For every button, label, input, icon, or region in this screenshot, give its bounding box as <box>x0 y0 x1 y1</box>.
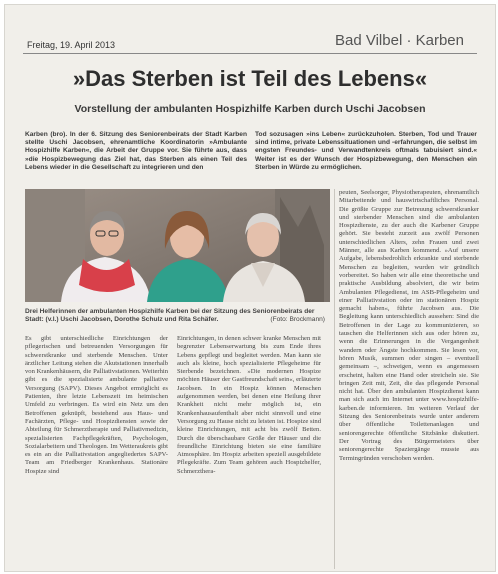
intro-paragraph-right: Tod sozusagen »ins Leben« zurückzuholen. Sterben, Tod und Trauer sind intime, private Lebenssituationen und -erfahrungen, die selbst im engsten Freundes- und Verwandtenkreis oftmals tabuisiert sind.« Weiter ist es der Wunsch der Hospizbewegung, den Menschen ein Sterben in Würde zu ermöglichen. <box>255 131 477 171</box>
photo-credit: (Foto: Brockmann) <box>270 316 325 324</box>
article-subhead: Vorstellung der ambulanten Hospizhilfe Karben durch Uschi Jacobsen <box>74 103 426 115</box>
column-divider <box>334 189 335 569</box>
article-column-1: Es gibt unterschiedliche Einrichtungen der pflegerischen und betreuenden Versorgungen für schwerstkranke und sterbende Menschen. Unter ärztlicher Leitung stehen die Akutstationen innerhalb von Krankenhäusern, die Palliativstationen. Weiterhin gibt es die spezialisierte ambulante palliative Versorgung (SAPV). Dieses Angebot ermöglicht es Patienten, ihre letzte Lebenszeit im heimischen Umfeld zu verbringen. Es wird ein Netz um den Betroffenen geknüpft, bestehend aus Haus- und Fachärzten, Pflege- und Hospizdiensten sowie der Abteilung für Schmerztherapie und Palliativmedizin, spezialisierten Fachpflegekräften, Psychologen, Sozialarbeitern und Theologen. Im Wetteraukreis gibt es ein an die Palliativstation angegliedertes SAPV-Team am Friedberger Krankenhaus. Stationäre Hospize sind <box>25 335 168 475</box>
publication-date: Freitag, 19. April 2013 <box>27 40 116 50</box>
article-column-3: peuten, Seelsorger, Physiotherapeuten, ehrenamtlich Mitarbeitende und hauswirtschaftliches Personal. Die größte Gruppe zur Betreuung schwerstkranker und sterbender Menschen sind die ambulanten Hospizdienste, zu der auch die Karbener Gruppe gehört. Sie besteht zurzeit aus zwölf Personen unterschiedlichen Alters, zehn Frauen und zwei Männer, alle aus Karben kommend. »Auf unsere Aufgabe, lebensbedrohlich erkrankte und sterbende Menschen zu begleiten, wurden wir gründlich vorbereitet. So haben wir alle eine theoretische und praktische Ausbildung absolviert, die wir beim Ambulanten Pflegedienst, im ASB-Pflegeheim und einer Palliativstation oder im stationären Hospiz gemacht haben«, führte Jacobsen aus. Die Begleitung kann unterschiedlich aussehen: Sind die Betroffenen in der Lage zu kommunizieren, so tauschen die Helferinnen sich aus oder hören zu, wenn die Erinnerungen in die Vergangenheit wandern oder Ängste hochkommen. Sie lesen vor, hören Musik, summen oder singen – eventuell gemeinsam –, schweigen, wenn es angemessen erscheint, halten eine Hand oder streicheln sie. Sie bringen Zeit mit, Zeit, die das pflegende Personal nicht hat. Über den ambulanten Hospizdienst kann man sich auch im Internet unter www.hospizhilfe-karben.de informieren. Im weiteren Verlauf der Sitzung des Seniorenbeirats wurde unter anderem über öffentliche Toilettenanlagen und seniorengerechte öffentliche Sitzbänke diskutiert. Der Vortrag des Bürgermeisters über seniorengerechte Spaziergänge musste aus Termingründen verschoben werden. <box>339 189 479 462</box>
article-photo <box>25 189 330 302</box>
photo-caption <box>25 308 325 324</box>
newspaper-page <box>4 4 496 572</box>
newspaper-section-title: Bad Vilbel · Karben <box>335 32 464 49</box>
article-column-2: Einrichtungen, in denen schwer kranke Menschen mit begrenzter Lebenserwartung bis zum Ende ihres Lebens gepflegt und begleitet werden. Man kann sie auch als kleine, hoch spezialisierte Pflegeheime für Sterbende bezeichnen. »Die modernen Hospize möchten Häuser der Gastfreundschaft sein«, erläuterte Jacobsen. In ein Hospiz können Menschen aufgenommen werden, bei denen eine Heilung ihrer Krankheit nicht mehr möglich ist, ein Krankenhausaufenthalt aber nicht sinnvoll und eine Versorgung zu Hause nicht zu leisten ist. Hospize sind kleine Einrichtungen, mit acht bis zwölf Betten. Durch die überschaubare Größe der Häuser und die freundliche Einrichtung bieten sie eine familiäre Atmosphäre. Im Hospiz arbeiten speziell ausgebildete Pflegekräfte. Zum Team gehören auch Hospizhelfer, Schmerzthera- <box>177 335 321 475</box>
header-divider <box>23 53 477 54</box>
article-headline: »Das Sterben ist Teil des Lebens« <box>72 66 428 91</box>
photo-caption-text: Drei Helferinnen der ambulanten Hospizhilfe Karben bei der Sitzung des Seniorenbeirats der Stadt: (v.l.) Uschi Jacobsen, Dorothe Schulz und Rita Schäfer. <box>25 308 315 324</box>
intro-paragraph-left: Karben (bro). In der 6. Sitzung des Seniorenbeirats der Stadt Karben stellte Uschi Jacobsen, ehrenamtliche Koordinatorin »Ambulante Hospizhilfe Karben«, die Arbeit der Gruppe vor. Sie führte aus, dass »die Hospizbewegung das Ziel hat, das Sterben als einen Teil des Lebens wieder in die Gesellschaft zu integrieren und den <box>25 131 247 171</box>
